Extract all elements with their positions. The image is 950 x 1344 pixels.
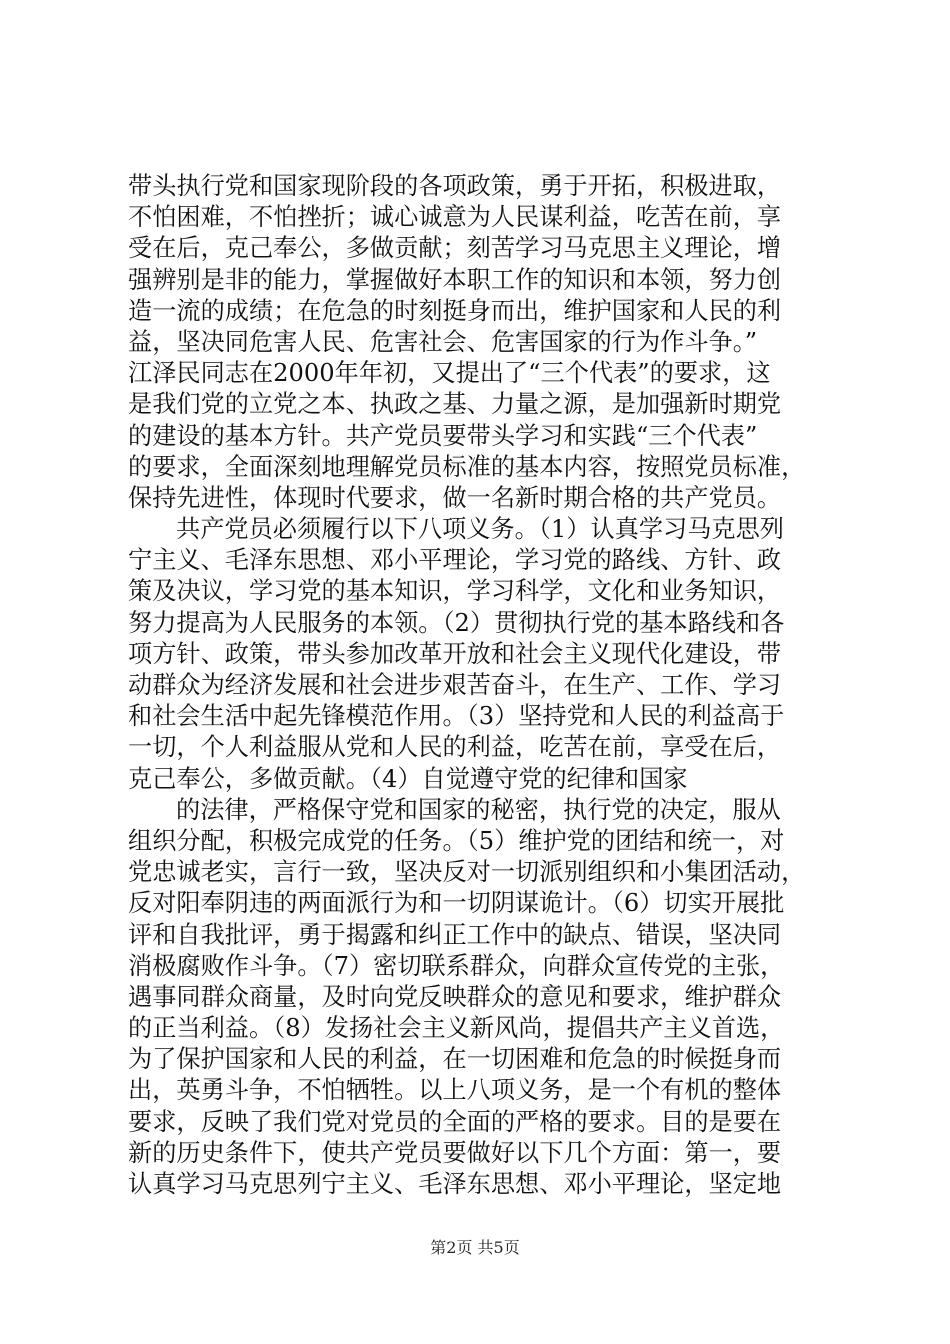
text-line: 消极腐败作斗争。（7）密切联系群众，向群众宣传党的主张， bbox=[128, 951, 785, 980]
text-line: 新的历史条件下，使共产党员要做好以下几个方面：第一，要 bbox=[128, 1138, 782, 1167]
text-line: 的法律，严格保守党和国家的秘密，执行党的决定，服从 bbox=[176, 795, 781, 824]
text-line: 遇事同群众商量，及时向党反映群众的意见和要求，维护群众 bbox=[128, 982, 782, 1011]
text-line: 益，坚决同危害人民、危害社会、危害国家的行为作斗争。” bbox=[128, 327, 758, 356]
text-line: 党忠诚老实，言行一致，坚决反对一切派别组织和小集团活动， bbox=[128, 858, 806, 887]
text-line: 和社会生活中起先锋模范作用。（3）坚持党和人民的利益高于 bbox=[128, 702, 785, 731]
text-line: 共产党员必须履行以下八项义务。（1）认真学习马克思列 bbox=[176, 515, 784, 544]
text-line: 宁主义、毛泽东思想、邓小平理论，学习党的路线、方针、政 bbox=[128, 546, 782, 575]
text-line: 克己奉公，多做贡献。（4）自觉遵守党的纪律和国家 bbox=[128, 764, 688, 793]
text-line: 评和自我批评，勇于揭露和纠正工作中的缺点、错误，坚决同 bbox=[128, 920, 782, 949]
text-line: 是我们党的立党之本、执政之基、力量之源，是加强新时期党 bbox=[128, 390, 782, 419]
text-line: 认真学习马克思列宁主义、毛泽东思想、邓小平理论，坚定地 bbox=[128, 1170, 782, 1198]
text-line: 强辨别是非的能力，掌握做好本职工作的知识和本领，努力创 bbox=[128, 265, 782, 294]
text-line: 保持先进性，体现时代要求，做一名新时期合格的共产党员。 bbox=[128, 483, 782, 512]
text-line: 组织分配，积极完成党的任务。（5）维护党的团结和统一，对 bbox=[128, 826, 785, 855]
page-footer: 第2页 共5页 bbox=[430, 1238, 520, 1257]
body-text bbox=[128, 171, 838, 1200]
text-line: 为了保护国家和人民的利益，在一切困难和危急的时候挺身而 bbox=[128, 1045, 782, 1074]
text-line: 努力提高为人民服务的本领。（2）贯彻执行党的基本路线和各 bbox=[128, 608, 785, 637]
text-line: 的正当利益。（8）发扬社会主义新风尚，提倡共产主义首选， bbox=[128, 1014, 785, 1043]
text-line: 项方针、政策，带头参加改革开放和社会主义现代化建设，带 bbox=[128, 639, 782, 668]
text-line: 要求，反映了我们党对党员的全面的严格的要求。目的是要在 bbox=[128, 1107, 782, 1136]
text-line: 造一流的成绩；在危急的时刻挺身而出，维护国家和人民的利 bbox=[128, 296, 782, 325]
text-line: 受在后，克己奉公，多做贡献；刻苦学习马克思主义理论，增 bbox=[128, 234, 782, 263]
text-line: 江泽民同志在2000年年初，又提出了“三个代表”的要求，这 bbox=[128, 359, 771, 388]
text-line: 的建设的基本方针。共产党员要带头学习和实践“三个代表” bbox=[128, 421, 758, 450]
text-line: 出，英勇斗争，不怕牺牲。以上八项义务，是一个有机的整体 bbox=[128, 1076, 782, 1105]
text-line: 一切，个人利益服从党和人民的利益，吃苦在前，享受在后， bbox=[128, 733, 782, 762]
text-line: 策及决议，学习党的基本知识，学习科学，文化和业务知识， bbox=[128, 577, 782, 606]
text-line: 带头执行党和国家现阶段的各项政策，勇于开拓，积极进取， bbox=[128, 172, 782, 200]
text-line: 反对阳奉阴违的两面派行为和一切阴谋诡计。（6）切实开展批 bbox=[128, 889, 785, 918]
text-line: 不怕困难，不怕挫折；诚心诚意为人民谋利益，吃苦在前，享 bbox=[128, 203, 782, 232]
text-line: 动群众为经济发展和社会进步艰苦奋斗，在生产、工作、学习 bbox=[128, 671, 782, 699]
text-line: 的要求，全面深刻地理解党员标准的基本内容，按照党员标准， bbox=[128, 452, 806, 481]
